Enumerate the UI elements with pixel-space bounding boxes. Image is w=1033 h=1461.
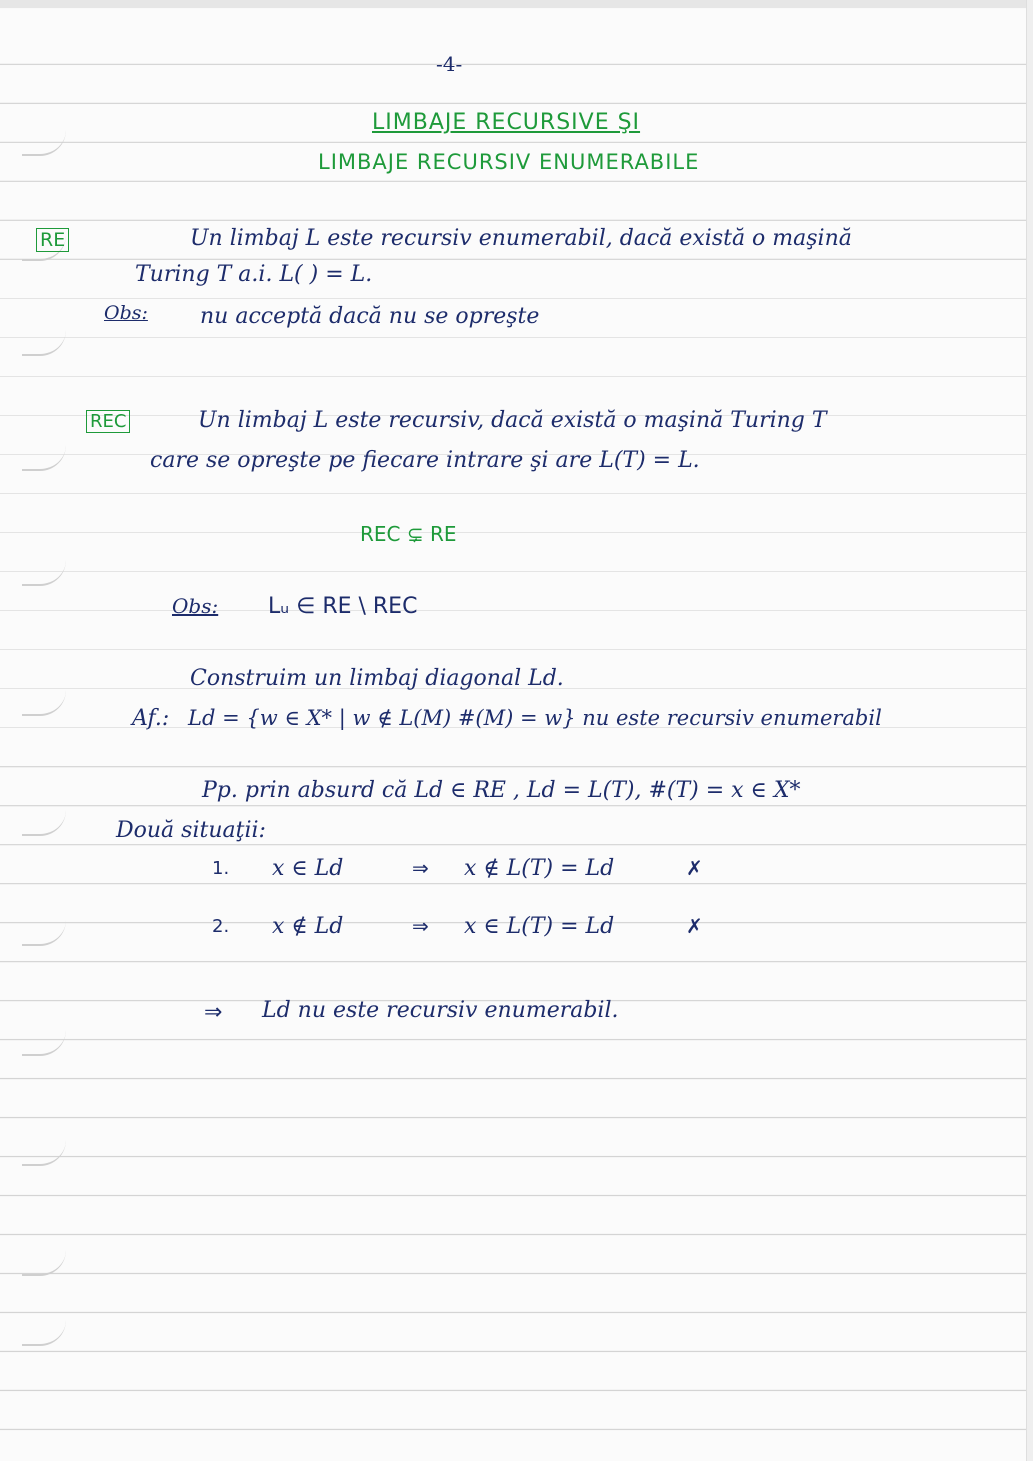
scan-top-edge: [0, 0, 1033, 8]
re-tag: RE: [36, 228, 69, 252]
obs-text-1: nu acceptă dacă nu se opreşte: [200, 304, 540, 329]
re-definition-line-1: Un limbaj L este recursiv enumerabil, dacă există o maşină: [190, 226, 852, 251]
case-left: x ∈ Ld: [272, 856, 344, 881]
case-number: 2.: [212, 916, 230, 937]
binder-hole: [22, 690, 66, 716]
binder-hole: [22, 130, 66, 156]
case-left: x ∉ Ld: [272, 914, 344, 939]
claim-label: Af.:: [132, 706, 170, 731]
rec-definition-line-2: care se opreşte pe fiecare intrare şi are L(T) = L.: [150, 448, 700, 473]
cases-title: Două situaţii:: [116, 818, 266, 843]
obs-label-2: Obs:: [172, 594, 219, 618]
title-line-1: LIMBAJE RECURSIVE ŞI: [372, 110, 641, 135]
rec-tag: REC: [86, 410, 130, 433]
binder-hole: [22, 330, 66, 356]
binder-hole: [22, 1140, 66, 1166]
case-number: 1.: [212, 858, 230, 879]
binder-hole: [22, 1250, 66, 1276]
conclusion-implies: ⇒: [204, 1000, 223, 1025]
conclusion-text: Ld nu este recursiv enumerabil.: [262, 998, 619, 1023]
scan-right-edge: [1026, 0, 1033, 1461]
contradiction-mark: ✗: [686, 856, 703, 880]
construct-diagonal: Construim un limbaj diagonal Ld.: [190, 666, 564, 691]
binder-hole: [22, 1030, 66, 1056]
case-right: x ∉ L(T) = Ld: [464, 856, 615, 881]
binder-hole: [22, 445, 66, 471]
title-line-2: LIMBAJE RECURSIV ENUMERABILE: [318, 150, 700, 174]
obs-text-2: Lᵤ ∈ RE \ REC: [268, 594, 418, 619]
absurd-assumption: Pp. prin absurd că Ld ∈ RE , Ld = L(T), #(T) = x ∈ X*: [202, 778, 801, 803]
re-definition-line-2: Turing T a.i. L( ) = L.: [135, 262, 373, 287]
obs-label-1: Obs:: [104, 302, 148, 324]
claim-text: Ld = {w ∈ X* | w ∉ L(M) #(M) = w} nu este recursiv enumerabil: [188, 706, 882, 730]
binder-hole: [22, 1320, 66, 1346]
contradiction-mark: ✗: [686, 914, 703, 938]
binder-hole: [22, 810, 66, 836]
page-number: -4-: [436, 52, 463, 76]
rec-definition-line-1: Un limbaj L este recursiv, dacă există o maşină Turing T: [198, 408, 827, 433]
binder-hole: [22, 920, 66, 946]
case-right: x ∈ L(T) = Ld: [464, 914, 615, 939]
rec-subset-re: REC ⊊ RE: [360, 522, 457, 546]
binder-hole: [22, 560, 66, 586]
case-implies: ⇒: [412, 914, 429, 938]
case-implies: ⇒: [412, 856, 429, 880]
